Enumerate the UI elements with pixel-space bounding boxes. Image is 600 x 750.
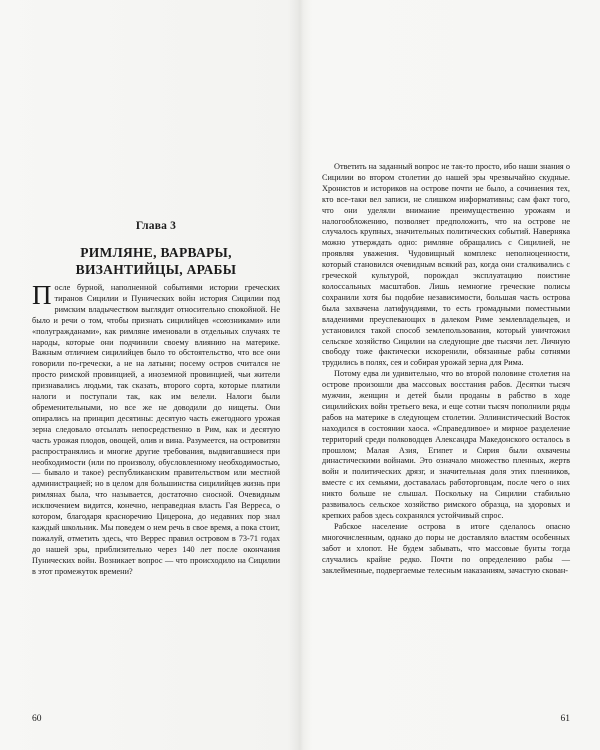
- left-page: [32, 0, 280, 750]
- chapter-title: [32, 244, 280, 278]
- paragraph: Потому едва ли удивительно, что во второй половине столетия на острове произошли два массовых восстания рабов. Десятки тысяч мужчин, женщин и детей были проданы в рабство в ходе сицилийских войн третьего века, и еще сотни тысяч пополнили ряды рабов на материке в следующем столетии. Эллинистический Восток находился в состоянии хаоса. «Справедливое» и мирное разделение территорий среди полководцев Александра Македонского осталось в прошлом; Малая Азия, Египет и Сирия были охвачены династическими войнами. Это означало множество пленных, жертв войн и политических дрязг, и значительная доля этих пленников, вместе с их семьями, доставалась работорговцам, после чего о них никто больше не слышал. Поскольку на Сицилии стабильно развивалось сельское хозяйство римского образца, на здоровых и крепких рабов здесь сохранялся устойчивый спрос.: [322, 369, 570, 520]
- page-number-right: 61: [560, 714, 570, 724]
- page-number-left: 60: [32, 714, 42, 724]
- right-page: [322, 0, 570, 750]
- chapter-label: Глава 3: [135, 220, 177, 232]
- opening-paragraph: [32, 280, 280, 577]
- chapter-title-line-2: ВИЗАНТИЙЦЫ, АРАБЫ: [75, 262, 237, 277]
- opening-paragraph-text: осле бурной, наполненной событиями истории греческих тиранов Сицилии и Пунических войн история Сицилии под римским владычеством выглядит относительно спокойной. Не было и речи о том, чтобы признать сицилийцев «союзниками» или «полугражданами», как римляне именовали в отдельных случаях те народы, которые они подчинили своему влиянию на материке. Важным отличием сицилийцев было то обстоятельство, что все они говорили по-гречески, а не на латыни; посему остров считался не просто римской провинцией, а иноземной провинцией, чьи жители признавались людьми, так сказать, второго сорта, которые платили налоги и поступали так, как им велели. Налоги были обременительными, но все же не доводили до нищеты. Они опирались на принцип десятины: десятую часть ежегодного урожая зерна следовало отсылать непосредственно в Рим, как и десятую часть урожая плодов, овощей, олив и вина. Разумеется, на островитян распространялись и многие другие требования, выдвигавшиеся при необходимости (или по произволу, обусловленному необходимостью, — бывало и такое) республиканским правительством или местной администрацией; но в целом для большинства сицилийцев жизнь при римлянах была, что называется, достаточно сносной. Очевидным исключением видится, конечно, неправедная власть Гая Верреса, о котором, благодаря красноречию Цицерона, до недавних пор знал каждый школьник. Мы поведем о нем речь в свое время, а пока стоит, пожалуй, отметить здесь, что Веррес правил островом в 73-71 годах до нашей эры, приблизительно через 140 лет после окончания Пунических войн. Возникает вопрос — что происходило на Сицилии в этот промежуток времени?: [32, 283, 280, 576]
- right-page-body: [322, 162, 570, 576]
- drop-cap: П: [32, 280, 52, 310]
- chapter-title-line-1: РИМЛЯНЕ, ВАРВАРЫ,: [80, 245, 232, 260]
- left-page-body: [32, 280, 280, 577]
- paragraph: Ответить на заданный вопрос не так-то просто, ибо наши знания о Сицилии во втором столетии до нашей эры чрезвычайно скудные. Хронистов и историков на острове почти не было, а сочинения тех, кто все-таки вел записи, не слишком информативны; сам факт того, что они уделяли внимание преимущественно урожаям и налогообложению, позволяет предположить, что на острове не случалось крупных, значительных политических событий. Наверняка можно утверждать одно: римляне обращались с Сицилией, не проявляя уважения. Чудовищный комплекс неполноценности, который становился очевидным всякий раз, когда они сталкивались с греческой культурой, порождал эксплуатацию поистине колоссальных масштабов. Лишь немногие греческие полисы сохранили хотя бы подобие независимости, большая часть острова была захвачена латифундиями, то есть громадными поместными владениями преуспевающих в далеком Риме землевладельцев, и установился такой способ землепользования, который уничтожил сельское хозяйство Сицилии на следующие две тысячи лет. Личную свободу тоже фактически искоренили, обязанные рабы сотнями трудились в полях, сея и собирая урожай зерна для Рима.: [322, 162, 570, 368]
- paragraph: Рабское население острова в итоге сделалось опасно многочисленным, однако до поры не доставляло властям особенных забот и хлопот. Не будем забывать, что массовые бунты тогда случались крайне редко. Почти по определению рабы — заклейменные, подвергаемые телесным наказаниям, зачастую скован-: [322, 521, 570, 575]
